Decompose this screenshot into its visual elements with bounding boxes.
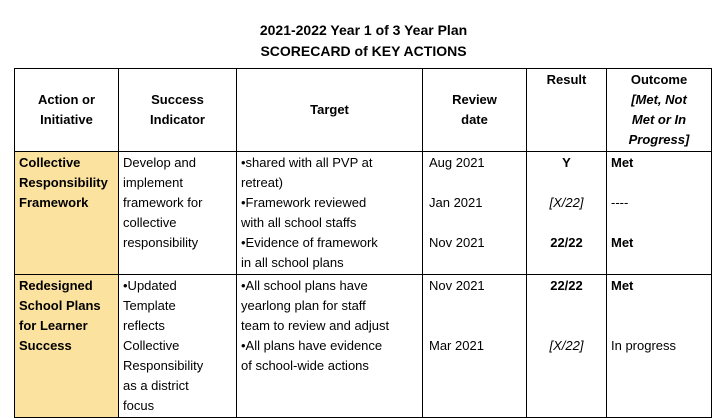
document-title — [0, 20, 727, 62]
target-cell: •All school plans have yearlong plan for staff team to review and adjust •All plans have evidence of school-wide actions — [237, 275, 423, 418]
result-cell: Y [X/22] 22/22 — [527, 152, 607, 275]
header-result: Result — [527, 69, 607, 152]
review-date-cell: Nov 2021 Mar 2021 — [423, 275, 527, 418]
header-outcome: Outcome [Met, Not Met or In Progress] — [607, 69, 712, 152]
review-date-cell: Aug 2021 Jan 2021 Nov 2021 — [423, 152, 527, 275]
action-cell: Redesigned School Plans for Learner Success — [15, 275, 119, 418]
header-row — [15, 69, 712, 152]
header-target: Target — [237, 69, 423, 152]
result-cell: 22/22 [X/22] — [527, 275, 607, 418]
title-line-1: 2021-2022 Year 1 of 3 Year Plan — [259, 22, 468, 38]
title-line-2: SCORECARD of KEY ACTIONS — [260, 43, 467, 59]
header-review-date: Review date — [423, 69, 527, 152]
header-action: Action or Initiative — [15, 69, 119, 152]
header-indicator: Success Indicator — [119, 69, 237, 152]
table-row — [15, 152, 712, 275]
outcome-cell: Met In progress — [607, 275, 712, 418]
table-row — [15, 275, 712, 418]
scorecard-table — [14, 68, 712, 418]
indicator-cell: Develop and implement framework for collective responsibility — [119, 152, 237, 275]
indicator-cell: •Updated Template reflects Collective Responsibility as a district focus — [119, 275, 237, 418]
target-cell: •shared with all PVP at retreat) •Framework reviewed with all school staffs •Evidence of framework in all school plans — [237, 152, 423, 275]
action-cell: Collective Responsibility Framework — [15, 152, 119, 275]
outcome-cell: Met ---- Met — [607, 152, 712, 275]
